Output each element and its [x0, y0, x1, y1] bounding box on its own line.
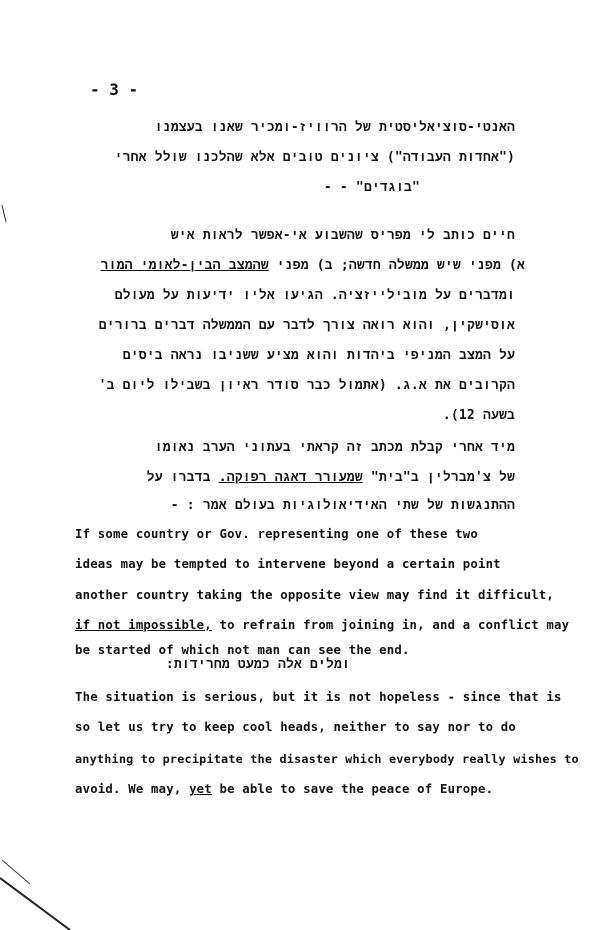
edge-mark: [2, 205, 6, 222]
underlined-text: שהמצב הבין-לאומי המור: [100, 258, 269, 273]
english-line: The situation is serious, but it is not hopeless - since that is: [75, 690, 562, 704]
english-line: ideas may be tempted to intervene beyond a certain point: [75, 557, 501, 571]
hebrew-line: ההתנגשות של שתי האידיאולוגיות בעולם אמר : -: [170, 498, 515, 513]
english-line: another country taking the opposite view may find it difficult,: [75, 588, 555, 602]
hebrew-line: מיד אחרי קבלת מכתב זה קראתי בעתוני הערב נאומו: [154, 440, 515, 455]
hebrew-text: של צ'מברלין ב"בית": [362, 470, 515, 485]
hebrew-line: ומדברים על מובילייזציה. הגיעו אליו ידיעות על מעולם: [114, 288, 515, 303]
corner-stroke: [0, 878, 70, 930]
hebrew-line: הקרובים את א.ג. (אתמול כבר סודר ראיון בשבילו ליום ב': [98, 378, 515, 393]
hebrew-line: האנטי-סוציאליסטית של הרוויז-ומכיר שאנו בעצמנו: [154, 120, 515, 135]
hebrew-line: אוסישקין, והוא רואה צורך לדבר עם הממשלה דברים ברורים: [98, 318, 515, 333]
hebrew-line: חיים כותב לי מפריס שהשבוע אי-אפשר לראות איש: [170, 228, 515, 243]
underlined-text: שמעורר דאגה רפוקה.: [218, 470, 363, 485]
page-number: - 3 -: [90, 80, 139, 99]
hebrew-text: א) מפני שיש ממשלה חדשה; ב) מפני: [268, 258, 525, 273]
english-line: be started of which not man can see the end.: [75, 643, 410, 657]
hebrew-line: ומלים אלה כמעט מחרידות:: [165, 657, 350, 672]
english-line: If some country or Gov. representing one of these two: [75, 527, 478, 541]
underlined-text: yet: [189, 782, 212, 796]
underlined-text: if not impossible,: [75, 618, 212, 632]
hebrew-text: בדברו על: [146, 470, 219, 485]
hebrew-line: בשעה 12).: [442, 408, 515, 423]
corner-stroke: [2, 860, 30, 884]
english-text: avoid. We may,: [75, 782, 190, 796]
hebrew-line: על המצב המניפי ביהדות והוא מציע ששניבו נראה ביסים: [122, 348, 515, 363]
english-line: so let us try to keep cool heads, neither to say nor to do: [75, 720, 516, 734]
hebrew-line: "בוגדים" - -: [323, 180, 420, 195]
english-text: be able to save the peace of Europe.: [211, 782, 494, 796]
english-text: to refrain from joining in, and a conflict may: [211, 618, 570, 632]
english-line: anything to precipitate the disaster which everybody really wishes to: [75, 752, 579, 766]
hebrew-line: ("אחדות העבודה") ציונים טובים אלא שהלכנו שולל אחרי: [114, 150, 515, 165]
